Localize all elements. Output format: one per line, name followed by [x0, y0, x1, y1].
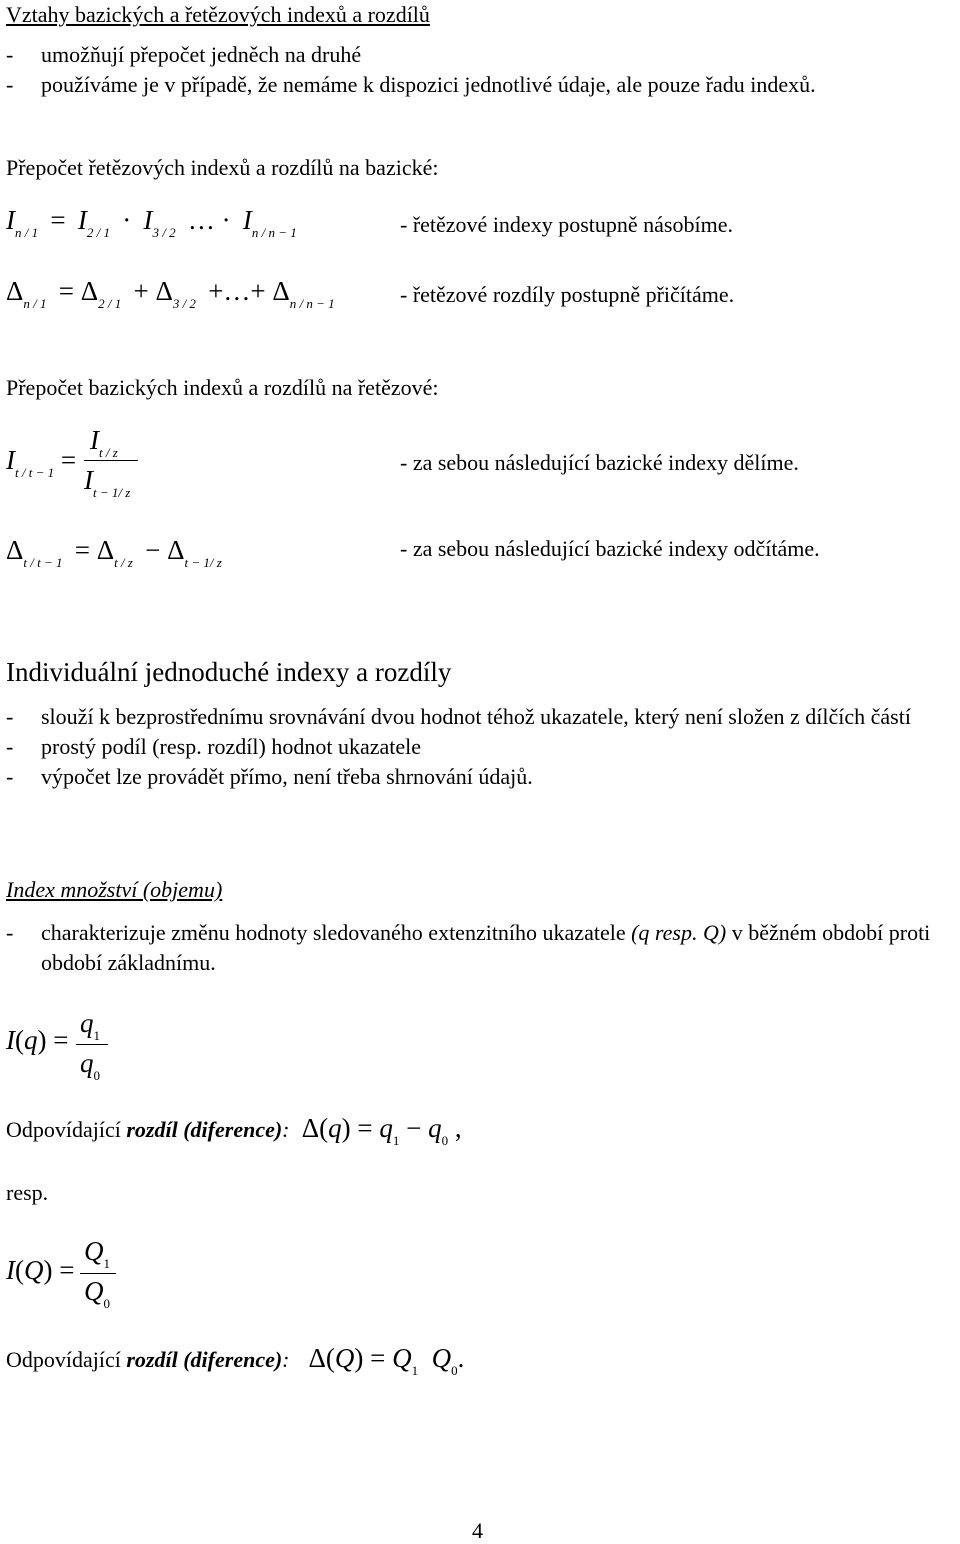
resp-label: resp.: [6, 1180, 49, 1205]
formula-chain-index-product: $I_{n / 1} = I_{2 / 1} \cdot I_{3 / 2}$ … · $I_{n / n - 1}$: [6, 205, 297, 240]
fraction-denominator: $Q_0$: [84, 1276, 110, 1311]
subheading-chain-to-base: Přepočet řetězových indexů a rozdílů na bazické:: [6, 155, 439, 180]
formula-base-diff: $\Delta_{t / t - 1} = \Delta_{t / z} - \Delta_{t - 1/ z}$: [6, 535, 222, 570]
section-heading-individual: Individuální jednoduché indexy a rozdíly: [6, 657, 452, 687]
fraction-bar: [80, 1273, 116, 1274]
formula-quantity-index-q: I(q) =: [6, 1025, 69, 1055]
diff-label: Odpovídající: [6, 1117, 127, 1142]
fraction-numerator: $q_1$: [80, 1008, 100, 1043]
formula-chain-diff-sum: $\Delta_{n / 1} = \Delta_{2 / 1} + \Delta_{3 / 2}$ +…+ $\Delta_{n / n - 1}$: [6, 276, 335, 311]
section-heading-quantity-index: Index množství (objemu): [6, 877, 223, 902]
bullet-text-end: v běžném období proti období základnímu.: [41, 920, 931, 975]
difference-line-Q: [6, 1343, 465, 1378]
list-item: - výpočet lze provádět přímo, není třeba shrnování údajů.: [6, 764, 533, 789]
fraction-numerator: $I_{t / z}$: [90, 425, 118, 460]
bullet-text: prostý podíl (resp. rozdíl) hodnot ukazatele: [41, 734, 422, 759]
diff-label-bold: rozdíl (diference): [126, 1117, 283, 1142]
section-title: Vztahy bazických a řetězových indexů a rozdílů: [6, 2, 430, 27]
diff-label-bold: rozdíl (diference): [126, 1347, 283, 1372]
fraction-bar: [76, 1044, 108, 1045]
quantity-bullets: [6, 918, 958, 978]
fraction-denominator: $I_{t - 1/ z}$: [84, 465, 131, 500]
diff-label: Odpovídající: [6, 1347, 127, 1372]
formula-note: - řetězové rozdíly postupně přičítáme.: [400, 282, 735, 307]
list-item: - používáme je v případě, že nemáme k dispozici jednotlivé údaje, ale pouze řadu indexů.: [6, 72, 816, 97]
bullet-text: výpočet lze provádět přímo, není třeba shrnování údajů.: [41, 764, 533, 789]
intro-bullets: [6, 40, 958, 100]
formula-quantity-index-Q: I(Q) =: [6, 1255, 75, 1285]
bullet-text-italic: (q resp. Q): [631, 920, 727, 945]
list-item: - umožňují přepočet jedněch na druhé: [6, 42, 362, 67]
formula-note: - řetězové indexy postupně násobíme.: [400, 212, 733, 237]
diff-colon: :: [282, 1347, 290, 1372]
fraction-denominator: $q_0$: [80, 1048, 100, 1083]
list-item: - slouží k bezprostřednímu srovnávání dvou hodnot téhož ukazatele, který není složen z dílčích částí: [6, 704, 911, 729]
list-item: - prostý podíl (resp. rozdíl) hodnot ukazatele: [6, 734, 422, 759]
formula-note: - za sebou následující bazické indexy dělíme.: [400, 450, 799, 475]
fraction-bar: [84, 460, 138, 461]
formula-note: - za sebou následující bazické indexy odčítáme.: [400, 536, 820, 561]
bullet-text: charakterizuje změnu hodnoty sledovaného extenzitního ukazatele: [41, 920, 632, 945]
bullet-text: používáme je v případě, že nemáme k dispozici jednotlivé údaje, ale pouze řadu indexů.: [41, 72, 816, 97]
individual-bullets: [6, 702, 958, 792]
difference-line-q: [6, 1113, 462, 1148]
bullet-text: umožňují přepočet jedněch na druhé: [41, 42, 362, 67]
fraction-numerator: $Q_1$: [84, 1236, 110, 1271]
diff-colon: :: [282, 1117, 290, 1142]
page-number: 4: [472, 1518, 483, 1543]
formula-diff-Q: $\Delta(Q) = Q_1$ $Q_0$.: [295, 1343, 465, 1378]
bullet-text: slouží k bezprostřednímu srovnávání dvou hodnot téhož ukazatele, který není složen z dílčích částí: [41, 704, 911, 729]
formula-diff-q: $\Delta(q) = q_1 - q_0$ ,: [295, 1113, 462, 1148]
formula-base-index-ratio-left: $I_{t / t - 1}$ =: [6, 445, 77, 480]
subheading-base-to-chain: Přepočet bazických indexů a rozdílů na řetězové:: [6, 375, 439, 400]
list-item: - charakterizuje změnu hodnoty sledovaného extenzitního ukazatele (q resp. Q) v běžném období proti období základnímu.: [6, 920, 931, 975]
